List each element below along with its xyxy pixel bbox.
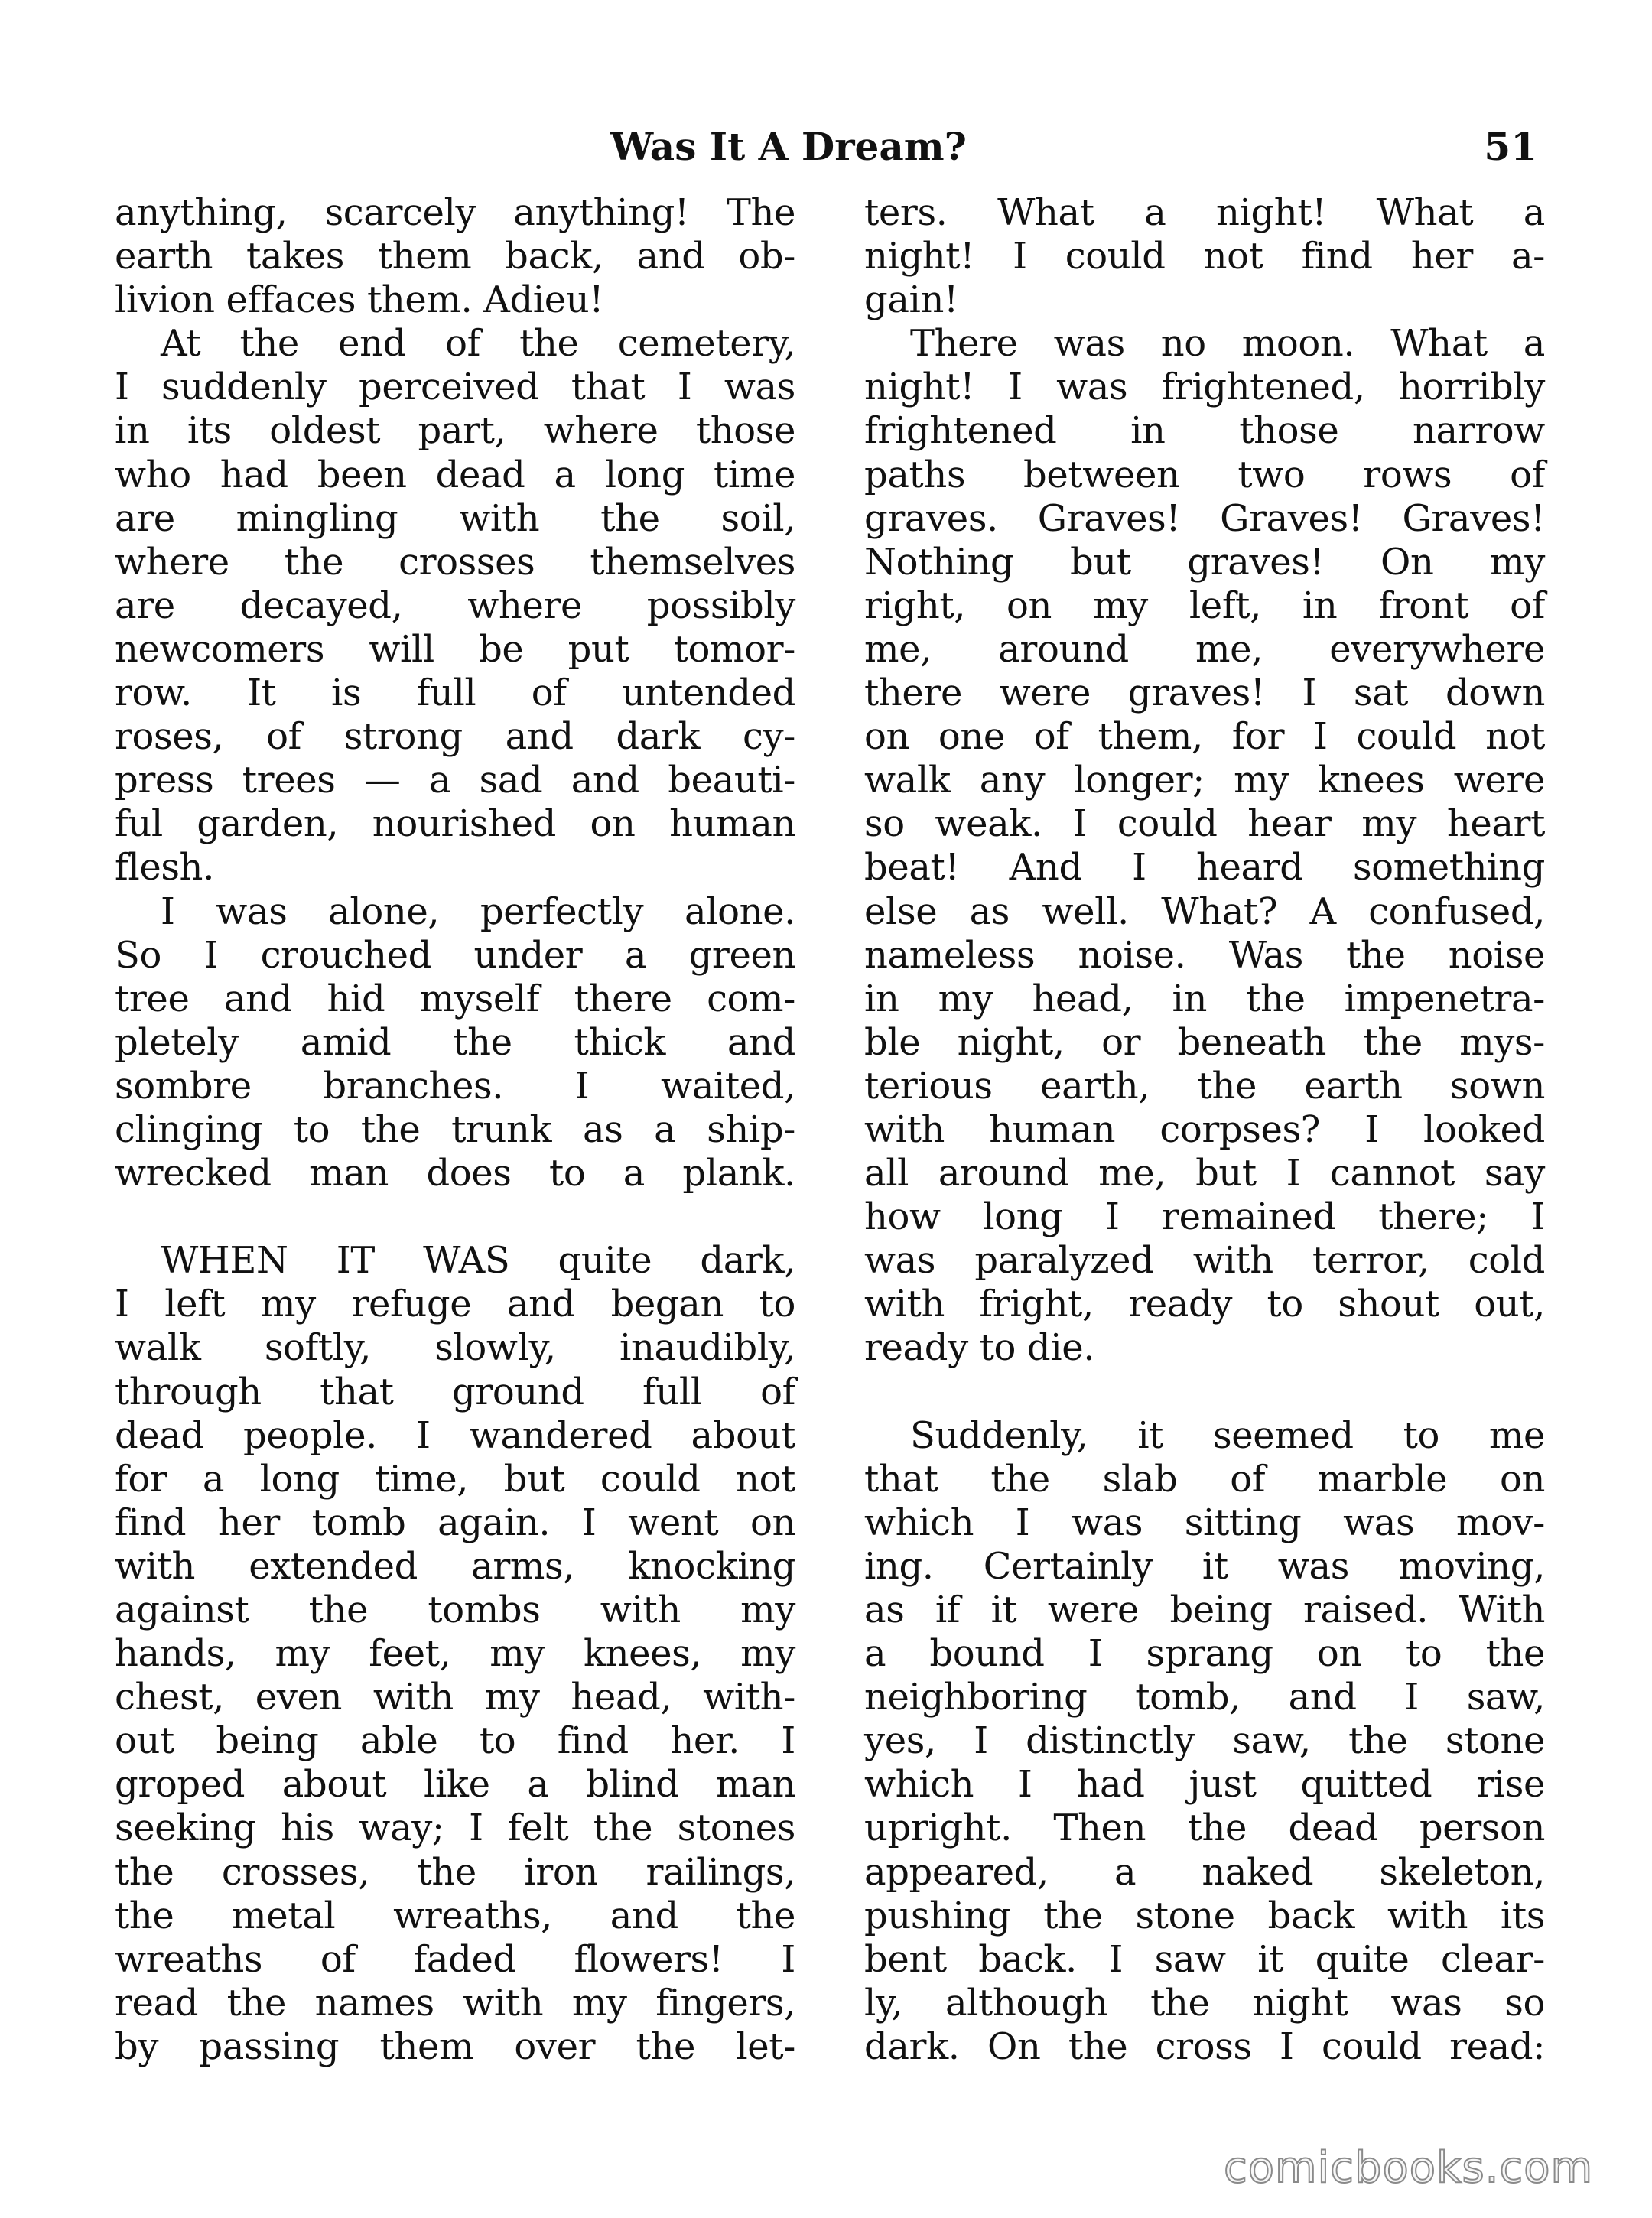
watermark: comicbooks.com bbox=[1224, 2143, 1594, 2193]
text-line: walk softly, slowly, inaudibly, bbox=[115, 1326, 795, 1370]
text-line: Suddenly, it seemed to me bbox=[910, 1413, 1545, 1457]
text-line: the crosses, the iron railings, bbox=[115, 1850, 795, 1894]
text-line: frightened in those narrow bbox=[864, 409, 1545, 453]
text-line: bent back. I saw it quite clear- bbox=[864, 1937, 1545, 1981]
text-line: which I had just quitted rise bbox=[864, 1763, 1545, 1807]
text-line: on one of them, for I could not bbox=[864, 715, 1545, 759]
text-line: me, around me, everywhere bbox=[864, 627, 1545, 671]
text-line: out being able to find her. I bbox=[115, 1719, 795, 1763]
text-line: are decayed, where possibly bbox=[115, 584, 795, 627]
text-line: by passing them over the let- bbox=[115, 2024, 795, 2068]
text-line: paths between two rows of bbox=[864, 453, 1545, 496]
text-line: was paralyzed with terror, cold bbox=[864, 1239, 1545, 1283]
text-line: I was alone, perfectly alone. bbox=[161, 889, 795, 933]
right-text-column bbox=[864, 191, 1545, 2069]
text-line: terious earth, the earth sown bbox=[864, 1064, 1545, 1107]
text-line: upright. Then the dead person bbox=[864, 1807, 1545, 1850]
page-number: 51 bbox=[1484, 124, 1537, 169]
text-line: where the crosses themselves bbox=[115, 540, 795, 584]
text-line: night! I was frightened, horribly bbox=[864, 366, 1545, 409]
text-line: which I was sitting was mov- bbox=[864, 1501, 1545, 1544]
text-line: ing. Certainly it was moving, bbox=[864, 1544, 1545, 1588]
left-text-column bbox=[115, 191, 795, 2069]
text-line: the metal wreaths, and the bbox=[115, 1894, 795, 1937]
text-line: all around me, but I cannot say bbox=[864, 1152, 1545, 1195]
text-line: graves. Graves! Graves! Graves! bbox=[864, 496, 1545, 540]
text-line: newcomers will be put tomor- bbox=[115, 627, 795, 671]
text-line: as if it were being raised. With bbox=[864, 1589, 1545, 1631]
text-line: ly, although the night was so bbox=[864, 1981, 1545, 2024]
text-line: hands, my feet, my knees, my bbox=[115, 1632, 795, 1676]
text-line: for a long time, but could not bbox=[115, 1457, 795, 1501]
text-line: livion effaces them. Adieu! bbox=[115, 278, 604, 322]
text-line: else as well. What? A confused, bbox=[864, 889, 1545, 933]
text-line: in its oldest part, where those bbox=[115, 409, 795, 453]
text-line: flesh. bbox=[115, 846, 214, 889]
text-line: are mingling with the soil, bbox=[115, 496, 795, 540]
text-line: with fright, ready to shout out, bbox=[864, 1283, 1545, 1326]
text-line: press trees — a sad and beauti- bbox=[115, 759, 795, 802]
text-line: neighboring tomb, and I saw, bbox=[864, 1676, 1545, 1719]
text-line: ready to die. bbox=[864, 1326, 1095, 1370]
text-line: walk any longer; my knees were bbox=[864, 759, 1545, 802]
text-line: Nothing but graves! On my bbox=[864, 540, 1545, 584]
text-line: ters. What a night! What a bbox=[864, 191, 1545, 234]
text-line: seeking his way; I felt the stones bbox=[115, 1807, 795, 1850]
text-line: I suddenly perceived that I was bbox=[115, 366, 795, 409]
text-line: groped about like a blind man bbox=[115, 1763, 795, 1807]
text-line: At the end of the cemetery, bbox=[161, 322, 795, 366]
text-line: ble night, or beneath the mys- bbox=[864, 1020, 1545, 1064]
text-line: dead people. I wandered about bbox=[115, 1413, 795, 1457]
text-line: wreaths of faded flowers! I bbox=[115, 1937, 795, 1981]
text-line: night! I could not find her a- bbox=[864, 235, 1545, 278]
text-line: how long I remained there; I bbox=[864, 1195, 1545, 1239]
paragraph-break bbox=[864, 1371, 1545, 1414]
text-line: that the slab of marble on bbox=[864, 1457, 1545, 1501]
text-line: a bound I sprang on to the bbox=[864, 1632, 1545, 1676]
text-line: beat! And I heard something bbox=[864, 846, 1545, 889]
text-line: gain! bbox=[864, 278, 958, 322]
text-line: chest, even with my head, with- bbox=[115, 1676, 795, 1719]
text-line: nameless noise. Was the noise bbox=[864, 933, 1545, 977]
text-line: earth takes them back, and ob- bbox=[115, 235, 795, 278]
text-line: ful garden, nourished on human bbox=[115, 802, 795, 846]
text-line: tree and hid myself there com- bbox=[115, 977, 795, 1020]
text-line: pushing the stone back with its bbox=[864, 1894, 1545, 1937]
page-header bbox=[0, 116, 1652, 177]
text-line: sombre branches. I waited, bbox=[115, 1064, 795, 1107]
text-line: in my head, in the impenetra- bbox=[864, 977, 1545, 1020]
text-line: against the tombs with my bbox=[115, 1589, 795, 1631]
text-line: find her tomb again. I went on bbox=[115, 1501, 795, 1544]
text-line: with extended arms, knocking bbox=[115, 1544, 795, 1588]
text-line: dark. On the cross I could read: bbox=[864, 2024, 1545, 2068]
text-line: anything, scarcely anything! The bbox=[115, 191, 795, 234]
text-line: WHEN IT WAS quite dark, bbox=[161, 1239, 795, 1283]
text-line: who had been dead a long time bbox=[115, 453, 795, 496]
text-line: right, on my left, in front of bbox=[864, 584, 1545, 627]
text-line: there were graves! I sat down bbox=[864, 672, 1545, 715]
running-title: Was It A Dream? bbox=[610, 124, 967, 169]
text-line: read the names with my fingers, bbox=[115, 1981, 795, 2024]
text-line: appeared, a naked skeleton, bbox=[864, 1850, 1545, 1894]
text-line: roses, of strong and dark cy- bbox=[115, 715, 795, 759]
text-line: wrecked man does to a plank. bbox=[115, 1152, 795, 1195]
text-line: yes, I distinctly saw, the stone bbox=[864, 1719, 1545, 1763]
text-line: pletely amid the thick and bbox=[115, 1020, 795, 1064]
text-line: so weak. I could hear my heart bbox=[864, 802, 1545, 846]
paragraph-break bbox=[115, 1195, 795, 1239]
text-line: through that ground full of bbox=[115, 1370, 795, 1413]
text-line: row. It is full of untended bbox=[115, 672, 795, 715]
text-line: clinging to the trunk as a ship- bbox=[115, 1107, 795, 1151]
text-line: There was no moon. What a bbox=[910, 322, 1545, 366]
text-line: I left my refuge and began to bbox=[115, 1283, 795, 1326]
text-line: So I crouched under a green bbox=[115, 933, 795, 977]
text-line: with human corpses? I looked bbox=[864, 1107, 1545, 1151]
